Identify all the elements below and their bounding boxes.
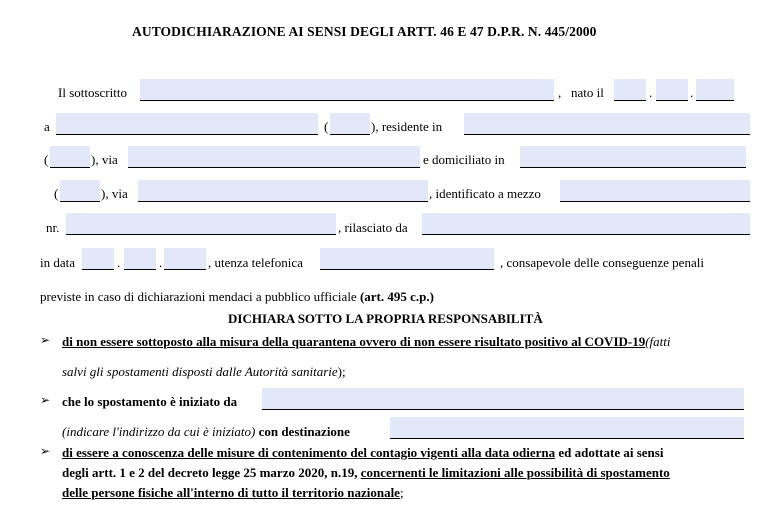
item-quarantena-cont: salvi gli spostamenti disposti dalle Autorità sanitarie);: [62, 364, 346, 379]
label-nr: nr.: [46, 220, 60, 235]
label-domicilio: e domiciliato in: [423, 152, 505, 167]
start-address-field[interactable]: [262, 388, 744, 410]
previste-text: previste in caso di dichiarazioni mendaci a pubblico ufficiale (art. 495 c.p.): [40, 289, 434, 304]
label-consapevole: , consapevole delle conseguenze penali: [500, 255, 704, 270]
open-paren: (: [324, 119, 329, 134]
birth-year-field[interactable]: [696, 79, 734, 101]
destination-field[interactable]: [390, 417, 744, 439]
domicile-street-field[interactable]: [138, 180, 428, 202]
open-paren: (: [54, 186, 59, 201]
label-identificato: , identificato a mezzo: [429, 186, 541, 201]
item-conoscenza-line3: delle persone fisiche all'interno di tutto il territorio nazionale;: [62, 485, 404, 500]
item-spostamento: che lo spostamento è iniziato da: [62, 394, 238, 409]
id-number-field[interactable]: [66, 213, 336, 235]
issue-month-field[interactable]: [124, 248, 156, 270]
residence-city-field[interactable]: [464, 113, 750, 135]
date-dot: .: [117, 255, 121, 270]
item-conoscenza-line2: degli artt. 1 e 2 del decreto legge 25 marzo 2020, n.19, concernenti le limitazioni alle possibilità di spostamento: [62, 465, 670, 480]
item-conoscenza-line1: di essere a conoscenza delle misure di contenimento del contagio vigenti alla data odierna ed adottate ai sensi: [62, 445, 664, 460]
bullet-arrow-icon: ➢: [40, 393, 51, 407]
label-a: a: [44, 119, 50, 134]
label-rilasciato: , rilasciato da: [338, 220, 408, 235]
label-via: ), via: [91, 152, 118, 167]
date-dot: .: [690, 85, 694, 100]
residence-street-field[interactable]: [128, 146, 420, 168]
item-quarantena: di non essere sottoposto alla misura della quarantena ovvero di non essere risultato positivo al COVID-19(fatti: [62, 334, 671, 349]
label-via: ), via: [101, 186, 128, 201]
label-nato: nato il: [571, 85, 604, 100]
bullet-arrow-icon: ➢: [40, 333, 51, 347]
label-sottoscritto: Il sottoscritto: [58, 85, 127, 100]
domicile-province-field[interactable]: [60, 180, 100, 202]
birth-day-field[interactable]: [614, 79, 646, 101]
open-paren: (: [44, 152, 49, 167]
label-utenza: , utenza telefonica: [208, 255, 303, 270]
date-dot: .: [649, 85, 653, 100]
issue-day-field[interactable]: [82, 248, 114, 270]
id-document-type-field[interactable]: [560, 180, 750, 202]
birth-place-field[interactable]: [56, 113, 318, 135]
bullet-arrow-icon: ➢: [40, 444, 51, 458]
birth-month-field[interactable]: [656, 79, 688, 101]
declaration-heading: DICHIARA SOTTO LA PROPRIA RESPONSABILITÀ: [228, 311, 543, 326]
nome-field[interactable]: [140, 79, 554, 101]
id-issuer-field[interactable]: [422, 213, 750, 235]
document-title: AUTODICHIARAZIONE AI SENSI DEGLI ARTT. 46 E 47 D.P.R. N. 445/2000: [132, 24, 597, 39]
phone-field[interactable]: [320, 248, 494, 270]
label-data: in data: [40, 255, 76, 270]
date-dot: .: [159, 255, 163, 270]
issue-year-field[interactable]: [164, 248, 206, 270]
domicile-city-field[interactable]: [520, 146, 746, 168]
comma-separator: ,: [558, 85, 562, 100]
residence-province-field[interactable]: [50, 146, 90, 168]
article-ref: (art. 495 c.p.): [359, 289, 434, 304]
birth-province-field[interactable]: [330, 113, 370, 135]
label-residente: ), residente in: [371, 119, 443, 134]
item-destinazione: (indicare l'indirizzo da cui è iniziato) con destinazione: [62, 424, 350, 439]
